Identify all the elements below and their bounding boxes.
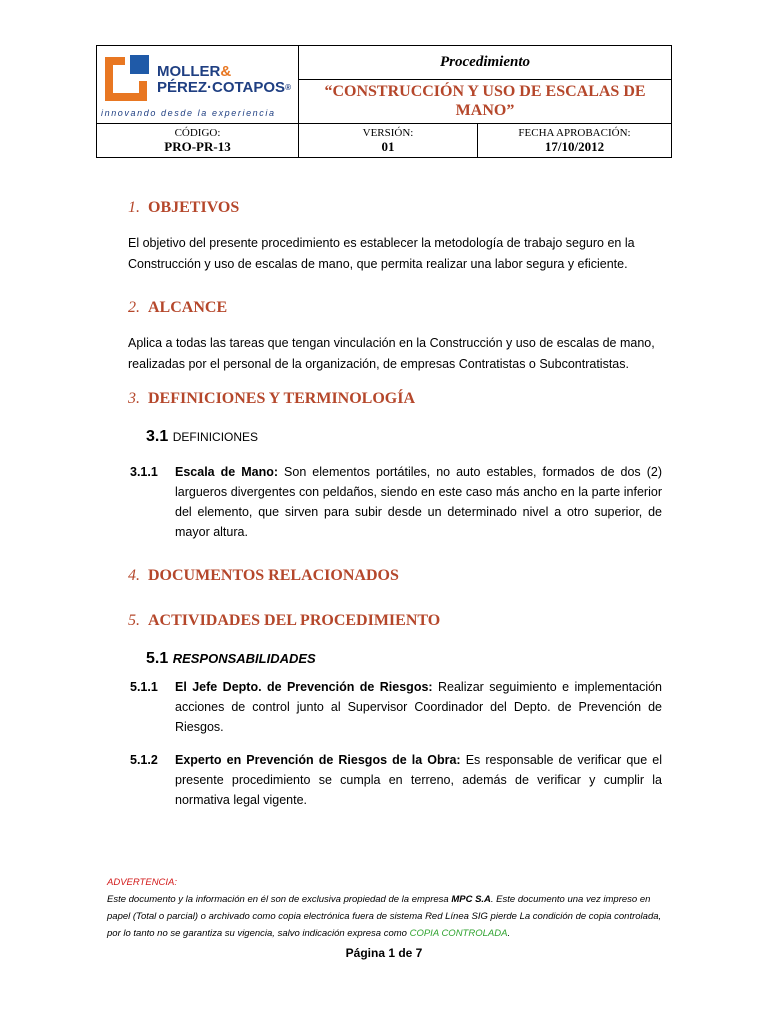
logo-mark-icon	[103, 53, 153, 103]
definition-item: 3.1.1 Escala de Mano: Son elementos portátiles, no auto estables, formados de dos (2) largueros divergentes con peldaños, siendo en este caso más ancho en la parte inferior del elemento, que sirven para subir desde un determinado nivel a otro superior, de mayor altura.	[130, 465, 662, 539]
company-logo	[97, 46, 299, 123]
controlled-copy-label: COPIA CONTROLADA	[409, 928, 508, 939]
logo-line-2: PÉREZ·COTAPOS®	[157, 79, 291, 96]
fecha-cell: FECHA APROBACIÓN: 17/10/2012	[478, 124, 671, 158]
version-cell: VERSIÓN: 01	[299, 124, 478, 158]
version-value: 01	[381, 139, 395, 154]
subsection-definiciones: 3.1 DEFINICIONES	[146, 428, 259, 445]
header-metadata-row	[97, 123, 671, 158]
subsection-responsabilidades: 5.1 RESPONSABILIDADES	[146, 650, 316, 667]
section-heading-objetivos: 1. OBJETIVOS	[128, 199, 240, 216]
header-table	[96, 45, 672, 158]
section-text-objetivos: El objetivo del presente procedimiento es establecer la metodología de trabajo seguro en la Construcción y uso de escalas de mano, que permita realizar una labor segura y eficiente.	[128, 236, 635, 271]
responsibility-item: 5.1.2 Experto en Prevención de Riesgos de la Obra: Es responsable de verificar que el presente procedimiento se cumpla en terreno, además de verificar y cumplir la normativa legal vigente.	[130, 753, 662, 807]
codigo-cell: CÓDIGO: PRO-PR-13	[97, 124, 299, 158]
document-title: “CONSTRUCCIÓN Y USO DE ESCALAS DE MANO”	[324, 83, 646, 119]
responsibility-item: 5.1.1 El Jefe Depto. de Prevención de Riesgos: Realizar seguimiento e implementación acciones de control junto al Supervisor Coordinador del Depto. de Prevención de Riesgos.	[130, 680, 662, 734]
logo-line-1: MOLLER&	[157, 63, 232, 80]
fecha-value: 17/10/2012	[544, 139, 605, 154]
logo-tagline: innovando desde la experiencia	[101, 108, 276, 118]
page-number: Página 1 de 7	[345, 946, 423, 960]
codigo-value: PRO-PR-13	[164, 139, 231, 154]
section-heading-alcance: 2. ALCANCE	[128, 299, 228, 316]
section-text-alcance: Aplica a todas las tareas que tengan vinculación en la Construcción y uso de escalas de mano, realizadas por el personal de la organización, de empresas Contratistas o Subcontratistas.	[128, 336, 655, 371]
document-type: Procedimiento	[299, 46, 671, 80]
section-heading-documentos: 4. DOCUMENTOS RELACIONADOS	[128, 567, 399, 584]
warning-title: ADVERTENCIA:	[107, 877, 178, 888]
warning-notice: ADVERTENCIA: Este documento y la información en él son de exclusiva propiedad de la empresa MPC S.A. Este documento una vez impreso en papel (Total o parcial) o archivado como copia electrónica fuera de sistema Red Línea SIG pierde La condición de copia controlada, por lo tanto no se garantiza su vigencia, salvo indicación expresa como COPIA CONTROLADA.	[107, 874, 663, 942]
section-heading-actividades: 5. ACTIVIDADES DEL PROCEDIMIENTO	[128, 612, 441, 629]
section-heading-definiciones: 3. DEFINICIONES Y TERMINOLOGÍA	[128, 390, 416, 407]
